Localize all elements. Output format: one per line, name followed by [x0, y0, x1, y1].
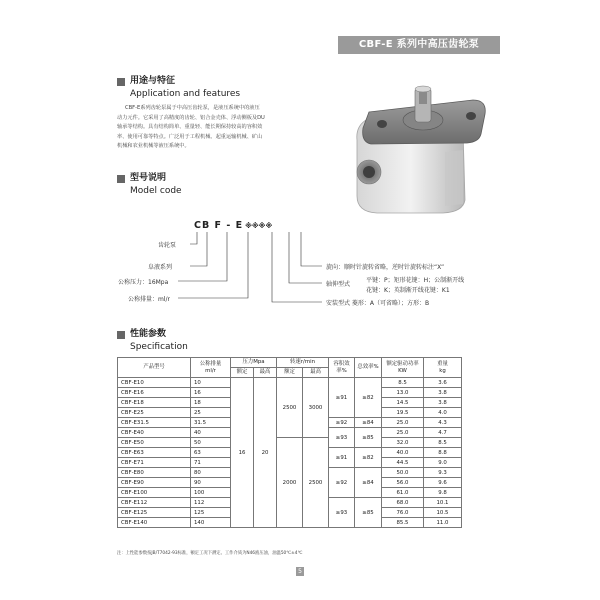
- label-shaft-key-2: 花键：K；英制渐开线花键：K1: [366, 287, 450, 294]
- model-code-placeholders: ※※※※: [245, 222, 273, 230]
- page-number: 5: [296, 567, 304, 576]
- cell-power: 19.5: [382, 408, 424, 418]
- cell-weight: 4.3: [424, 418, 462, 428]
- cell-displacement: 63: [191, 448, 231, 458]
- application-title-zh: 用途与特征: [130, 76, 176, 86]
- header-speed-rated: 额定: [277, 368, 303, 378]
- section-bullet-icon: [117, 331, 125, 339]
- cell-vol-eff: ≥92: [329, 468, 355, 498]
- cell-power: 13.0: [382, 388, 424, 398]
- cell-model: CBF-E80: [118, 468, 191, 478]
- label-gear-pump: 齿轮泵: [158, 242, 177, 249]
- cell-total-eff: ≥84: [355, 418, 382, 428]
- cell-model: CBF-E125: [118, 508, 191, 518]
- cell-weight: 3.8: [424, 388, 462, 398]
- cell-model: CBF-E10: [118, 378, 191, 388]
- cell-power: 76.0: [382, 508, 424, 518]
- cell-total-eff: ≥82: [355, 378, 382, 418]
- cell-power: 56.0: [382, 478, 424, 488]
- cell-displacement: 18: [191, 398, 231, 408]
- cell-weight: 10.1: [424, 498, 462, 508]
- model-title-en: Model code: [130, 186, 182, 196]
- cell-displacement: 80: [191, 468, 231, 478]
- cell-speed-max: 3000: [303, 378, 329, 438]
- cell-model: CBF-E31.5: [118, 418, 191, 428]
- label-series: 阜液系列: [148, 264, 173, 271]
- cell-displacement: 10: [191, 378, 231, 388]
- spec-header-row: [118, 358, 462, 368]
- header-weight: [424, 358, 462, 378]
- description-line: CBF-E系列齿轮泵属于中高压齿轮泵，是液压系统中的液压: [125, 105, 260, 111]
- header-product: 产品型号: [118, 358, 191, 378]
- header-displacement-label: 公称排量: [199, 360, 222, 367]
- table-row: [118, 438, 462, 448]
- cell-model: CBF-E140: [118, 518, 191, 528]
- cell-power: 14.5: [382, 398, 424, 408]
- model-title-zh: 型号说明: [130, 173, 167, 183]
- cell-speed-rated: 2500: [277, 378, 303, 438]
- cell-vol-eff: ≥92: [329, 418, 355, 428]
- cell-vol-eff: ≥93: [329, 498, 355, 528]
- cell-model: CBF-E50: [118, 438, 191, 448]
- label-shaft-key-1: 平键：P；矩形花键：H；公制渐开线: [366, 277, 465, 284]
- cell-power: 25.0: [382, 428, 424, 438]
- description-line: 率、使用可靠等特点。广泛用于工程机械、起重运输机械、矿山: [117, 133, 263, 140]
- description-line: 轴承等结构。具有结构简单、重量轻、能长期保持较高的容积效: [117, 124, 263, 130]
- cell-power: 85.5: [382, 518, 424, 528]
- header-power-label: 额定驱动功率: [386, 360, 419, 367]
- cell-power: 50.0: [382, 468, 424, 478]
- cell-displacement: 16: [191, 388, 231, 398]
- cell-total-eff: ≥85: [355, 498, 382, 528]
- cell-model: CBF-E63: [118, 448, 191, 458]
- header-power: [382, 358, 424, 378]
- cell-total-eff: ≥82: [355, 448, 382, 468]
- cell-displacement: 140: [191, 518, 231, 528]
- cell-vol-eff: ≥91: [329, 448, 355, 468]
- cell-power: 44.5: [382, 458, 424, 468]
- cell-model: CBF-E100: [118, 488, 191, 498]
- cell-speed-rated: 2000: [277, 438, 303, 528]
- series-banner: CBF-E 系列中高压齿轮泵: [338, 36, 500, 54]
- header-pressure-rated: 额定: [231, 368, 254, 378]
- cell-model: CBF-E25: [118, 408, 191, 418]
- gear-pump-image: [345, 82, 495, 214]
- spec-title-en: Specification: [130, 342, 188, 352]
- cell-model: CBF-E16: [118, 388, 191, 398]
- header-pressure-max: 最高: [254, 368, 277, 378]
- header-weight-label: 重量: [437, 360, 448, 367]
- section-bullet-icon: [117, 175, 125, 183]
- cell-displacement: 25: [191, 408, 231, 418]
- header-vol-eff: 容积效率%: [329, 358, 355, 378]
- cell-displacement: 31.5: [191, 418, 231, 428]
- application-description: [117, 104, 345, 152]
- header-power-unit: KW: [398, 367, 407, 374]
- header-speed: 转速r/min: [277, 358, 329, 368]
- cell-weight: 8.5: [424, 438, 462, 448]
- cell-displacement: 50: [191, 438, 231, 448]
- cell-power: 32.0: [382, 438, 424, 448]
- label-nominal-pressure: 公称压力：16Mpa: [118, 279, 169, 286]
- cell-displacement: 71: [191, 458, 231, 468]
- model-code-prefix: CB F - E: [194, 220, 244, 231]
- cell-total-eff: ≥84: [355, 468, 382, 498]
- model-code: [194, 220, 272, 231]
- cell-displacement: 112: [191, 498, 231, 508]
- cell-weight: 9.3: [424, 468, 462, 478]
- cell-vol-eff: ≥93: [329, 428, 355, 448]
- cell-total-eff: ≥85: [355, 428, 382, 448]
- cell-weight: 3.8: [424, 398, 462, 408]
- spec-table: [117, 357, 462, 528]
- header-pressure: 压力Mpa: [231, 358, 277, 368]
- cell-weight: 4.0: [424, 408, 462, 418]
- cell-model: CBF-E71: [118, 458, 191, 468]
- cell-pressure-rated: 16: [231, 378, 254, 528]
- model-heading: [117, 172, 182, 197]
- cell-weight: 9.8: [424, 488, 462, 498]
- cell-power: 25.0: [382, 418, 424, 428]
- cell-model: CBF-E40: [118, 428, 191, 438]
- application-title-en: Application and features: [130, 89, 241, 99]
- cell-weight: 8.8: [424, 448, 462, 458]
- header-displacement: [191, 358, 231, 378]
- label-shaft-type: 轴伸型式: [326, 281, 351, 288]
- cell-model: CBF-E18: [118, 398, 191, 408]
- label-nominal-displacement: 公称排量：ml/r: [128, 296, 171, 303]
- cell-weight: 9.6: [424, 478, 462, 488]
- cell-power: 8.5: [382, 378, 424, 388]
- cell-displacement: 100: [191, 488, 231, 498]
- cell-power: 40.0: [382, 448, 424, 458]
- header-speed-max: 最高: [303, 368, 329, 378]
- spec-title-zh: 性能参数: [130, 329, 167, 339]
- description-line: 机械和农业机械等液压系统中。: [117, 143, 190, 149]
- cell-model: CBF-E90: [118, 478, 191, 488]
- cell-power: 61.0: [382, 488, 424, 498]
- cell-weight: 4.7: [424, 428, 462, 438]
- cell-power: 68.0: [382, 498, 424, 508]
- application-heading: [117, 75, 240, 100]
- cell-displacement: 40: [191, 428, 231, 438]
- cell-pressure-max: 20: [254, 378, 277, 528]
- cell-weight: 3.6: [424, 378, 462, 388]
- header-weight-unit: kg: [439, 367, 446, 374]
- cell-displacement: 125: [191, 508, 231, 518]
- cell-weight: 9.0: [424, 458, 462, 468]
- description-line: 动力元件。它采用了高精度的齿轮、铝合金壳体、浮动侧板及DU: [117, 114, 265, 121]
- section-bullet-icon: [117, 78, 125, 86]
- label-rotation: 旋向：顺时针旋转省略，逆时针旋转标注“X”: [326, 264, 445, 271]
- label-mounting: 安装型式 菱形：A（可省略）；方形：B: [326, 300, 430, 307]
- cell-speed-max: 2500: [303, 438, 329, 528]
- table-footnote: 注：上性能参数按JB/T7042-93标准，额定工况下测定。工作介质为N46液压油，油温50℃±4℃: [117, 551, 303, 556]
- cell-weight: 10.5: [424, 508, 462, 518]
- cell-model: CBF-E112: [118, 498, 191, 508]
- header-total-eff: 总效率%: [355, 358, 382, 378]
- cell-vol-eff: ≥91: [329, 378, 355, 418]
- header-displacement-unit: ml/r: [205, 367, 216, 374]
- table-row: [118, 378, 462, 388]
- spec-heading: [117, 328, 188, 353]
- cell-weight: 11.0: [424, 518, 462, 528]
- cell-displacement: 90: [191, 478, 231, 488]
